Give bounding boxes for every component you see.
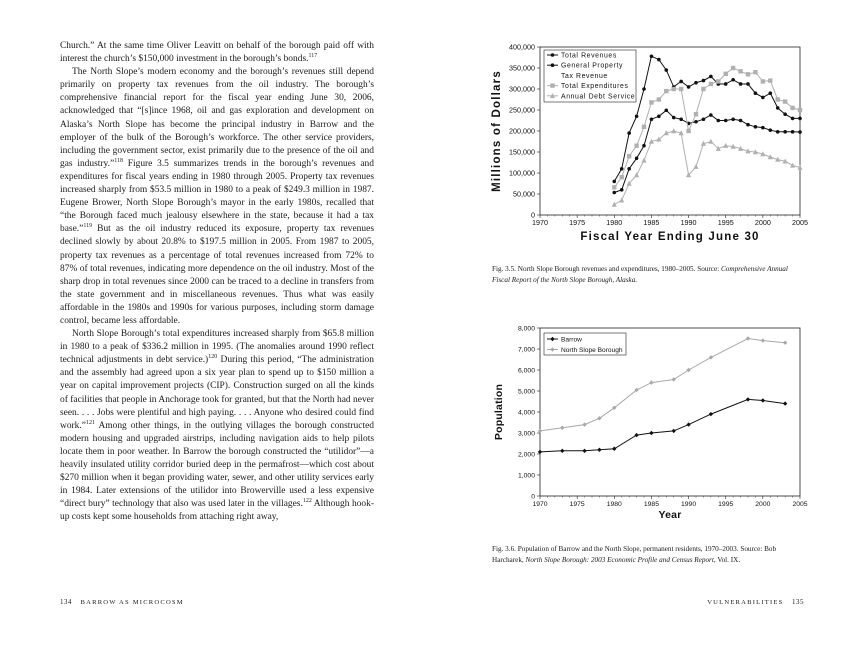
running-head-right: VULNERABILITIES [707,599,784,606]
y-tick-label: 1,000 [517,472,535,480]
text-run: During this period, “The administration and the assembly had agreed upon a six year plan to spend up to $150 million a year on capital improvement projects (CIP). Construction surged on all the kinds of facilities that people in Anchorage took for granted, but that the North had never seen. . . . Jobs were plentiful and high paying. . . . Anyone who desired could find work.” [60,355,374,431]
data-point [620,175,624,179]
data-point [783,341,787,345]
data-point [627,131,631,135]
data-point [746,336,750,340]
data-point [664,89,668,93]
y-tick-label: 250,000 [509,105,535,115]
x-tick-label: 1995 [718,500,734,508]
data-point [761,398,765,402]
x-tick-label: 2005 [792,218,808,228]
y-tick-label: 150,000 [509,147,535,157]
figure-3-5-caption [492,264,802,285]
data-point [650,54,654,58]
x-tick-label: 1980 [606,218,623,228]
data-point [716,119,720,123]
x-tick-label: 1990 [680,218,697,228]
x-tick-label: 1985 [643,500,659,508]
data-point [649,431,653,435]
data-point [649,100,653,104]
data-point [776,97,780,101]
data-point [798,117,802,121]
y-tick-label: 6,000 [517,367,535,375]
legend-swatch-marker [551,53,555,57]
data-point [642,125,646,129]
data-point [783,112,787,116]
x-tick-label: 2000 [755,500,771,508]
data-point [783,130,787,134]
data-point [746,123,750,127]
y-tick-label: 300,000 [509,84,535,94]
legend-label: North Slope Borough [561,347,623,354]
data-point [768,78,772,82]
data-point [761,126,765,130]
text-run: North Slope Borough’s total expenditures increased sharply from $65.8 million in 1980 to a peak of $336.2 million in 1995. (The anomalies around 1990 reflect technical adjustments in debt service.) [60,329,374,366]
data-point [702,79,706,83]
figure-3-6-source: North Slope Borough: 2003 Economic Profile and Census Report, [525,555,716,564]
y-tick-label: 350,000 [509,63,535,73]
page-number-left: 134 [60,598,72,606]
figure-3-5-label: Fig. 3.5. [492,265,516,273]
data-point [798,108,802,112]
data-point [776,130,780,134]
y-tick-label: 4,000 [517,409,535,417]
data-point [694,120,698,124]
data-point [738,69,742,73]
data-point [753,70,757,74]
population-chart [488,320,818,530]
legend-label: Tax Revenue [561,72,608,80]
data-point [768,128,772,132]
x-tick-label: 2005 [792,500,808,508]
data-point [709,355,713,359]
legend-swatch-marker [551,63,555,67]
data-point [664,108,668,112]
data-point [627,154,631,158]
data-point [612,185,616,189]
data-point [642,87,646,91]
paragraph [60,328,374,524]
data-point [635,157,639,161]
data-point [627,167,631,171]
data-point [783,99,787,103]
data-point [686,129,690,133]
data-point [672,116,676,120]
data-point [672,377,676,381]
data-point [746,72,750,76]
y-tick-label: 3,000 [517,430,535,438]
footnote-ref: 122 [302,498,312,505]
data-point [597,448,601,452]
data-point [701,87,705,91]
footnote-ref: 117 [308,52,318,59]
data-point [731,66,735,70]
x-tick-label: 1980 [606,500,622,508]
series-line [614,131,800,205]
y-axis-label: Population [493,383,505,441]
figure-3-5-text: North Slope Borough revenues and expenditures, 1980–2005. Source: [515,265,721,273]
figure-3-6-label: Fig. 3.6. [492,545,516,553]
y-tick-label: 200,000 [509,126,535,136]
x-axis-label: Fiscal Year Ending June 30 [580,231,760,243]
data-point [679,117,683,121]
data-point [635,115,639,119]
data-point [687,85,691,89]
footer-right [707,598,804,606]
data-point [582,422,586,426]
series-line [614,56,800,181]
data-point [657,58,661,62]
legend-swatch-marker [550,83,554,87]
data-point [560,449,564,453]
data-point [582,449,586,453]
data-point [739,119,743,123]
data-point [657,115,661,119]
y-tick-label: 8,000 [517,325,535,333]
paragraph [60,40,374,66]
legend-label: Total Revenues [561,52,617,60]
data-point [694,112,698,116]
data-point [612,180,616,184]
footer-left [60,598,184,606]
data-point [790,106,794,110]
body-text [60,40,374,524]
data-point [731,117,735,121]
data-point [731,78,735,82]
text-run: Church.” At the same time Oliver Leavitt on behalf of the borough paid off with interest the church’s $150,000 investment in the borough’s bonds. [60,41,374,65]
running-head-left: BARROW AS MICROCOSM [80,599,184,606]
data-point [634,144,638,148]
footnote-ref: 120 [208,354,218,361]
data-point [790,163,795,168]
data-point [768,91,772,95]
data-point [679,87,683,91]
x-tick-label: 1975 [569,500,585,508]
figure-3-5-source: Comprehensive Annual Fiscal Report of the North Slope Borough, Alaska. [492,265,788,284]
data-point [702,117,706,121]
data-point [649,380,653,384]
figure-3-6-caption [492,544,802,565]
x-tick-label: 1970 [532,500,548,508]
y-tick-label: 0 [531,210,535,220]
data-point [672,87,676,91]
x-tick-label: 1985 [643,218,660,228]
data-point [664,68,668,72]
data-point [560,426,564,430]
data-point [686,422,690,426]
data-point [783,401,787,405]
data-point [709,113,713,117]
figure-3-6-tail: Vol. IX. [715,555,741,564]
footnote-ref: 118 [114,157,123,164]
data-point [672,429,676,433]
y-tick-label: 50,000 [513,189,535,199]
data-point [612,202,617,207]
data-point [619,198,624,203]
x-tick-label: 1995 [717,218,734,228]
data-point [709,82,713,86]
legend-label: Total Expenditures [561,83,629,91]
y-tick-label: 0 [531,493,535,501]
text-run: The North Slope’s modern economy and the borough’s revenues still depend primarily on property tax revenues from the oil industry. The borough’s comprehensive financial report for the fiscal year ending June 30, 2006, acknowledged that “[s]ince 1968, oil and gas exploration and development on Alaska’s North Slope has become the principal industry in Barrow and the employer of the bulk of the Borough’s workforce. The other service providers, including the government sector, exist primarily due to the presence of the oil and gas industry.” [60,67,374,169]
y-axis-label: Millions of Dollars [491,70,503,192]
data-point [746,397,750,401]
data-point [694,81,698,85]
data-point [761,79,765,83]
data-point [641,158,646,163]
data-point [634,172,639,177]
series-line [614,110,800,192]
revenue-chart-svg [488,40,818,250]
x-tick-label: 1970 [532,218,548,228]
y-tick-label: 5,000 [517,388,535,396]
data-point [716,79,720,83]
x-tick-label: 2000 [754,218,771,228]
data-point [791,117,795,121]
data-point [642,144,646,148]
data-point [693,164,698,169]
data-point [679,80,683,84]
data-point [709,75,713,79]
data-point [620,167,624,171]
text-run: Although hook-up costs kept some households from attaching right away, [60,499,374,523]
data-point [538,450,542,454]
x-tick-label: 1975 [569,218,586,228]
data-point [739,82,743,86]
data-point [798,130,802,134]
data-point [708,139,713,144]
footnote-ref: 119 [83,223,93,230]
y-tick-label: 2,000 [517,451,535,459]
data-point [650,117,654,121]
data-point [791,130,795,134]
data-point [746,82,750,86]
data-point [776,106,780,110]
data-point [761,338,765,342]
x-axis-label: Year [658,509,682,521]
data-point [657,97,661,101]
data-point [620,188,624,192]
y-tick-label: 7,000 [517,346,535,354]
text-run: But as the oil industry reduced its exposure, property tax revenues declined slowly by about 20.8% to $197.5 million in 2005. From 1987 to 2005, property tax revenues as a percentage of total revenues increased from 72% to 87% of total revenues, indicating more dependence on the oil industry. Most of the sharp drop in total revenues since 2000 can be traced to a decline in transfers from the state government and in miscellaneous revenues. Thus what was easily affordable in the 1980s and 1990s for various purposes, including storm damage control, became less affordable. [60,224,374,326]
text-run: Among other things, in the outlying villages the borough constructed modern housing and upgraded airstrips, including navigation aids to help pilots locate them in poor weather. In Barrow the borough constructed the “utilidor”—a heavily insulated utility corridor buried deep in the permafrost—which cost about $270 million when it began providing water, sewer, and other utility services early in 1984. Later extensions of the utilidor into Browerville used a less expensive “direct bury” technology that also was used later in the villages. [60,420,374,510]
left-page [60,40,374,524]
population-chart-svg [488,320,818,530]
y-tick-label: 100,000 [509,168,535,178]
y-tick-label: 400,000 [509,42,535,52]
data-point [754,91,758,95]
data-point [754,125,758,129]
data-point [612,191,616,195]
text-run: Figure 3.5 summarizes trends in the borough’s revenues and expenditures for fiscal years ending in 1980 through 2005. Property tax revenues increased sharply from $53.5 million in 1980 to a peak of $249.3 million in 1987. Eugene Brower, North Slope Borough’s mayor in the early 1980s, recalled that “the Borough faced much jealousy elsewhere in the state, because it had a tax base.” [60,158,374,235]
data-point [612,447,616,451]
footnote-ref: 121 [85,419,95,426]
legend-label: Annual Debt Service [561,93,636,101]
data-point [671,128,676,133]
paragraph [60,66,374,328]
x-tick-label: 1990 [681,500,697,508]
data-point [538,429,542,433]
revenue-chart [488,40,818,250]
legend-label: General Property [561,62,624,70]
data-point [724,82,728,86]
data-point [761,96,765,100]
data-point [724,119,728,123]
legend-label: Barrow [561,336,582,344]
data-point [724,72,728,76]
data-point [709,412,713,416]
figure-3-6-text: Population of Barrow and the North Slope, permanent residents, 1970–2003. Source: Bob Harcharek, [492,545,777,564]
page-number-right: 135 [792,598,804,606]
